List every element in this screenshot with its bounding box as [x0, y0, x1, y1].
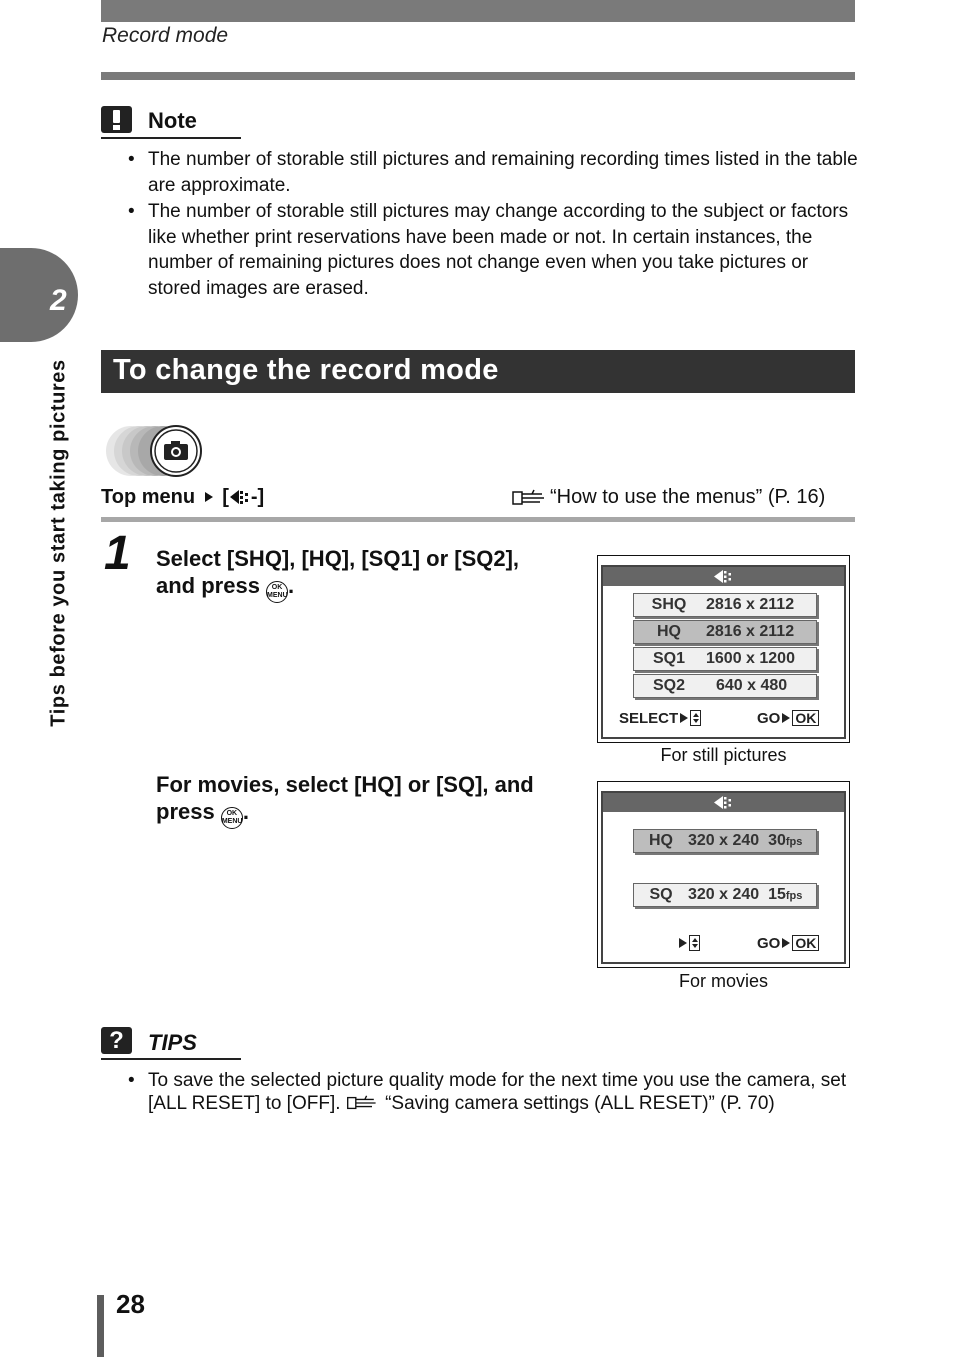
option-sq1[interactable]: SQ1 1600 x 1200 — [633, 647, 817, 671]
movie-option-hq[interactable]: HQ 320 x 240 30fps — [633, 829, 817, 853]
movie-caption: For movies — [678, 971, 768, 991]
menu-rule — [101, 517, 855, 522]
ok-button-label: OK — [792, 710, 819, 726]
record-mode-icon — [713, 569, 737, 584]
reference-hand-icon — [512, 488, 548, 508]
ok-menu-button-icon: OK MENU — [221, 807, 243, 829]
step-instruction-movie: For movies, select [HQ] or [SQ], and press OK MENU. — [156, 771, 556, 829]
tips-item: • To save the selected picture quality mode for the next time you use the camera, set [ALL RESET] to [OFF]. “Saving camera settings (ALL RESET)” (P. 70) — [101, 1069, 871, 1115]
note-item: • The number of storable still pictures and remaining recording times listed in the table are approximate. — [101, 147, 861, 198]
page-header-title: Record mode — [102, 24, 229, 47]
tips-list — [101, 1069, 871, 1115]
arrow-right-icon — [782, 713, 790, 723]
lcd-header — [603, 793, 844, 812]
note-list — [101, 147, 861, 302]
header-rule — [101, 72, 855, 80]
option-hq-selected[interactable]: HQ 2816 x 2112 — [633, 620, 817, 644]
lcd-header — [603, 567, 844, 586]
exclamation-icon — [101, 106, 132, 133]
arrow-right-icon — [679, 938, 687, 948]
ok-button-label: OK — [792, 935, 819, 951]
tips-rule — [101, 1058, 241, 1060]
ok-menu-button-icon: OK MENU — [266, 581, 288, 603]
menu-path-bracket: [ — [222, 486, 229, 508]
up-down-icon — [690, 710, 701, 726]
arrow-right-icon — [203, 490, 215, 504]
camera-mode-icon — [103, 424, 213, 479]
select-hint: SELECT — [619, 710, 701, 727]
header-bar — [101, 0, 855, 22]
movie-option-sq[interactable]: SQ 320 x 240 15fps — [633, 883, 817, 907]
go-hint: GO OK — [757, 935, 819, 952]
select-hint — [677, 935, 700, 952]
tips-title: TIPS — [148, 1030, 197, 1055]
page-number: 28 — [116, 1289, 145, 1319]
menu-path-prefix: Top menu — [101, 486, 196, 508]
still-lcd-inner — [601, 565, 846, 739]
menu-path-close: -] — [250, 486, 265, 508]
record-mode-icon — [229, 489, 251, 505]
still-lcd-screen — [597, 555, 850, 743]
chapter-side-label: Tips before you start taking pictures — [47, 359, 70, 727]
step-number: 1 — [104, 527, 131, 580]
page-number-bar — [97, 1295, 104, 1357]
movie-lcd-screen — [597, 781, 850, 968]
question-icon: ? — [101, 1027, 132, 1054]
note-item: • The number of storable still pictures may change according to the subject or factors like whether print reservations have been made or not. In certain instances, the number of remaining pictures does not change even when you take pictures or stored images are erased. — [101, 199, 861, 301]
chapter-number: 2 — [50, 284, 67, 317]
reference-hand-icon — [346, 1094, 380, 1112]
option-sq2[interactable]: SQ2 640 x 480 — [633, 674, 817, 698]
step-text: Select [SHQ], [HQ], [SQ1] or [SQ2], and press — [156, 546, 520, 598]
menu-reference: “How to use the menus” (P. 16) — [550, 486, 826, 508]
record-mode-icon — [713, 795, 737, 810]
arrow-right-icon — [782, 938, 790, 948]
section-title: To change the record mode — [113, 354, 499, 386]
step-instruction-still: Select [SHQ], [HQ], [SQ1] or [SQ2], and press OK MENU. — [156, 545, 556, 603]
go-hint: GO OK — [757, 710, 819, 727]
note-title: Note — [148, 108, 197, 133]
step-text: For movies, select [HQ] or [SQ], and press — [156, 772, 534, 824]
up-down-icon — [689, 935, 700, 951]
option-shq[interactable]: SHQ 2816 x 2112 — [633, 593, 817, 617]
menu-path — [101, 486, 264, 509]
arrow-right-icon — [680, 713, 688, 723]
movie-lcd-inner — [601, 791, 846, 964]
note-rule — [101, 137, 241, 139]
still-caption: For still pictures — [660, 745, 787, 765]
